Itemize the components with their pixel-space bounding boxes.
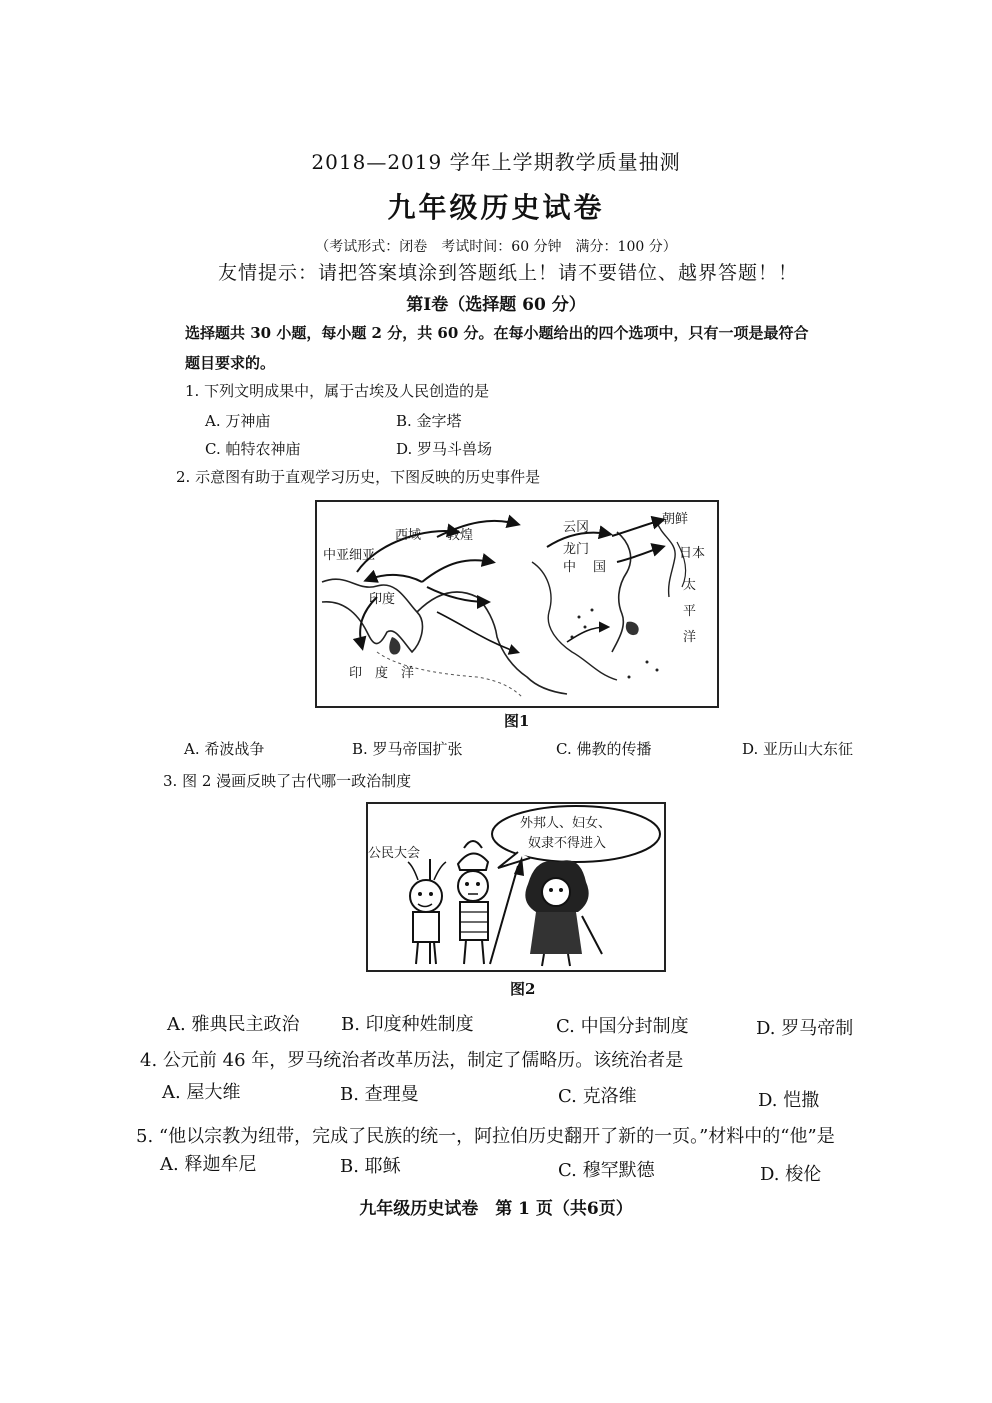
map-label-longmen: 龙门 — [563, 542, 590, 557]
map-label-yungang: 云冈 — [563, 520, 590, 535]
question-4-option-c: C. 克洛维 — [558, 1086, 637, 1107]
map-label-zhong: 中 — [563, 560, 577, 575]
question-2-option-b: B. 罗马帝国扩张 — [352, 740, 463, 758]
instruction-line-2: 题目要求的。 — [185, 354, 276, 372]
question-3-option-b: B. 印度种姓制度 — [341, 1014, 474, 1035]
map-label-xiyu: 西域 — [395, 528, 422, 543]
cartoon-speech-line-1: 外邦人、妇女、 — [520, 816, 612, 831]
map-label-guo: 国 — [593, 560, 607, 575]
assembly-cartoon — [368, 804, 664, 970]
map-label-yang: 洋 — [683, 630, 697, 645]
question-1-option-c: C. 帕特农神庙 — [205, 440, 301, 458]
exam-info: （考试形式：闭卷 考试时间：60 分钟 满分：100 分） — [315, 239, 677, 255]
question-4-option-d: D. 恺撒 — [758, 1090, 820, 1111]
question-4-stem: 4. 公元前 46 年，罗马统治者改革历法，制定了儒略历。该统治者是 — [140, 1050, 684, 1071]
question-2-option-a: A. 希波战争 — [184, 740, 265, 758]
map-label-yindu: 印度 — [369, 592, 396, 607]
map-label-zhongya: 中亚细亚 — [323, 548, 376, 563]
map-label-tai: 太 — [683, 578, 697, 593]
part-heading: 第Ⅰ卷（选择题 60 分） — [406, 295, 586, 315]
cartoon-sign-label: 公民大会 — [368, 846, 421, 861]
map-label-dunhuang: 敦煌 — [447, 528, 474, 543]
question-5-option-a: A. 释迦牟尼 — [160, 1154, 257, 1175]
question-2-stem: 2. 示意图有助于直观学习历史，下图反映的历史事件是 — [176, 468, 541, 486]
page-title: 九年级历史试卷 — [387, 191, 605, 224]
friendly-tip: 友情提示：请把答案填涂到答题纸上！请不要错位、越界答题！！ — [218, 262, 799, 284]
figure-2-cartoon — [366, 802, 666, 972]
exam-term: 2018—2019 学年上学期教学质量抽测 — [311, 150, 681, 174]
question-3-stem: 3. 图 2 漫画反映了古代哪一政治制度 — [163, 772, 412, 790]
instruction-line-1: 选择题共 30 小题，每小题 2 分，共 60 分。在每小题给出的四个选项中，只有一项是最符合 — [185, 324, 809, 342]
figure-1-caption: 图1 — [504, 712, 530, 730]
question-1-stem: 1. 下列文明成果中，属于古埃及人民创造的是 — [185, 382, 490, 400]
question-5-option-b: B. 耶稣 — [340, 1156, 401, 1177]
question-5-stem: 5. “他以宗教为纽带，完成了民族的统一，阿拉伯历史翻开了新的一页。”材料中的“他”是 — [136, 1126, 835, 1147]
question-1-option-b: B. 金字塔 — [396, 412, 462, 430]
map-label-ping: 平 — [683, 604, 697, 619]
map-label-chaoxian: 朝鲜 — [662, 512, 689, 527]
question-5-option-d: D. 梭伦 — [760, 1164, 822, 1185]
question-1-option-d: D. 罗马斗兽场 — [396, 440, 493, 458]
question-3-option-d: D. 罗马帝制 — [756, 1018, 854, 1039]
map-label-riben: 日本 — [679, 546, 706, 561]
question-3-option-a: A. 雅典民主政治 — [167, 1014, 300, 1035]
question-2-option-c: C. 佛教的传播 — [556, 740, 652, 758]
figure-2-caption: 图2 — [510, 980, 536, 998]
figure-1-map — [315, 500, 719, 708]
cartoon-speech-line-2: 奴隶不得进入 — [528, 836, 607, 851]
map-label-indian-ocean: 印 度 洋 — [349, 666, 415, 681]
page-footer: 九年级历史试卷 第 1 页（共6页） — [359, 1199, 633, 1219]
question-5-option-c: C. 穆罕默德 — [558, 1160, 655, 1181]
question-1-option-a: A. 万神庙 — [205, 412, 271, 430]
question-2-option-d: D. 亚历山大东征 — [742, 740, 854, 758]
question-3-option-c: C. 中国分封制度 — [556, 1016, 689, 1037]
question-4-option-a: A. 屋大维 — [162, 1082, 241, 1103]
question-4-option-b: B. 查理曼 — [340, 1084, 419, 1105]
